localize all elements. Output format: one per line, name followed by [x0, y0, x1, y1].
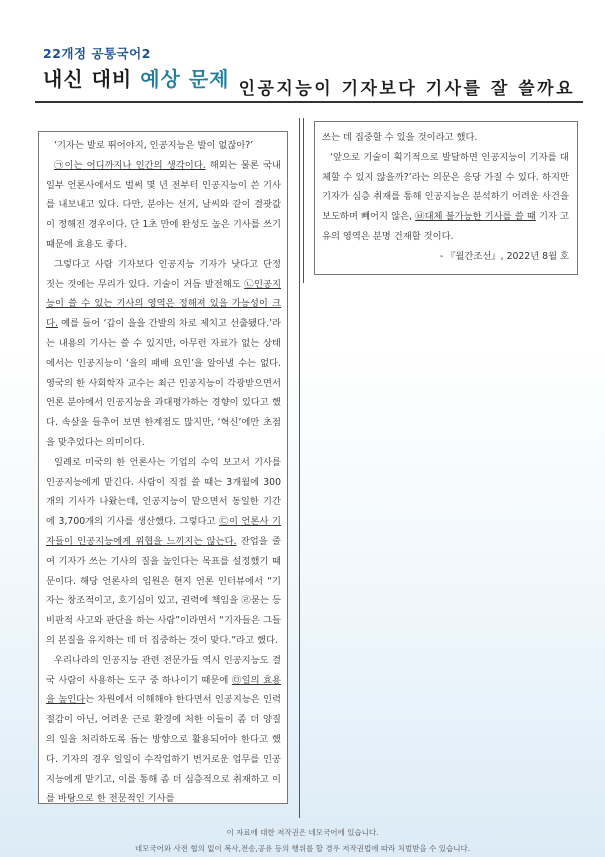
source-citation: - 『월간조선』, 2022년 8월 호 — [439, 250, 569, 262]
passage-paragraph: 쓰는 데 집중할 수 있을 것이라고 했다. — [322, 132, 478, 143]
article-title: 인공지능이 기자보다 기사를 잘 쓸까요 — [238, 79, 575, 99]
page-title-accent: 예상 문제 — [140, 67, 230, 91]
passage-paragraph: ‘기자는 발로 뛰어야지, 인공지능은 발이 없잖아?’ — [54, 140, 254, 151]
passage-paragraph: 우리나라의 인공지능 관련 전문가들 역시 인공지능도 결국 사람이 사용하는 도구 중 하나이기 때문에 ㉤일의 효용을 높인다는 차원에서 이해해야 한다면서 인공지능은 인력 절감이 아닌, 어려운 근로 환경에 처한 이들이 좀 더 양질의 일을 처리하도록 돕는 방향으로 활용되어야 한다고 했다. 기자의 경우 일일이 수작업하기 번거로운 업무를 인공지능에게 맡기고, 이를 통해 좀 더 심층적으로 취재하고 이를 바탕으로 한 전문적인 기사를 — [46, 654, 281, 805]
underlined-phrase: ㉢이 언론사 기자들이 인공지능에게 위협을 느끼지는 않는다. — [46, 516, 281, 547]
underlined-phrase: ㉡인공지능이 쓸 수 있는 기사의 영역은 정해져 있을 가능성이 크다. — [46, 278, 281, 330]
page-title-main: 내신 대비 — [43, 67, 141, 91]
passage-paragraph: ‘앞으로 기술이 획기적으로 발달하면 인공지능이 기자를 대체할 수 있지 않을까?’라는 의문은 응당 가질 수 있다. 하지만 기자가 심층 취재를 통해 인공지능은 분석하기 어려운 사건을 보도하며 빼어지 않은, ㉥대체 불가능한 기사를 쓸 때 기자 고유의 영역은 분명 건재할 것이다. — [322, 151, 569, 242]
copyright-notice: 이 자료에 대한 저작권은 네모국어에 있습니다. — [226, 828, 379, 837]
underlined-phrase: ㉥대체 불가능한 기사를 쓸 때 — [415, 211, 536, 223]
column-divider-left — [299, 118, 300, 818]
underlined-phrase: ㉠이는 어디까지나 인간의 생각이다. — [54, 159, 206, 171]
passage-right-column — [314, 121, 578, 275]
passage-paragraph: ㉠이는 어디까지나 인간의 생각이다. 해외는 물론 국내 일부 언론사에서도 벌써 몇 년 전부터 인공지능이 쓴 기사를 내보내고 있다. 다만, 분야는 선거, 날씨와 같이 결괏값이 정해진 경우이다. 단 1초 만에 완성도 높은 기사를 쓰기 때문에 효용도 좋다. — [46, 159, 281, 250]
passage-left-column — [38, 131, 288, 804]
page-title — [43, 63, 229, 92]
passage-paragraph: 그렇다고 사람 기자보다 인공지능 기자가 낫다고 단정 짓는 것에는 무리가 있다. 기술이 거듭 발전해도 ㉡인공지능이 쓸 수 있는 기사의 영역은 정해져 있을 가능성이 크다. 예를 들어 ‘갑이 을을 간발의 차로 제치고 선출됐다.’라는 내용의 기사는 쓸 수 있지만, 아무런 자료가 없는 상태에서는 인공지능이 ‘을의 패배 요인’을 알아낼 수는 없다. 영국의 한 사회학자 교수는 최근 인공지능이 각광받으면서 언론 분야에서 인공지능을 과대평가하는 경향이 있다고 했다. 속살을 들추어 보면 한계점도 많지만, ‘혁신’에만 초점을 맞추었다는 의미이다. — [46, 258, 281, 448]
underlined-phrase: ㉤일의 효용을 높인다 — [46, 674, 281, 706]
column-divider-right — [303, 118, 304, 283]
copyright-warning: 네모국어와 사전 협의 없이 복사,전송,공유 등의 행위를 할 경우 저작권법에 따라 처벌받을 수 있습니다. — [134, 844, 471, 853]
course-label: 22개정 공통국어2 — [43, 46, 151, 61]
passage-paragraph: 일례로 미국의 한 언론사는 기업의 수익 보고서 기사를 인공지능에게 맡긴다. 사람이 직접 쓸 때는 3개월에 300개의 기사가 나왔는데, 인공지능이 맡으면서 동일한 기간에 3,700개의 기사를 생산했다. 그렇다고 ㉢이 언론사 기자들이 인공지능에게 위협을 느끼지는 않는다. 잔업을 줄여 기자가 쓰는 기사의 질을 높인다는 목표를 설정했기 때문이다. 해당 언론사의 임원은 현지 언론 인터뷰에서 “기자는 창조적이고, 호기심이 있고, 권력에 책임을 ㉣묻는 등 비판적 사고와 판단을 하는 사람”이라면서 “기자들은 그들의 본질을 유지하는 데 더 집중하는 것이 맞다.”라고 했다. — [46, 456, 281, 646]
header-divider — [35, 101, 583, 103]
